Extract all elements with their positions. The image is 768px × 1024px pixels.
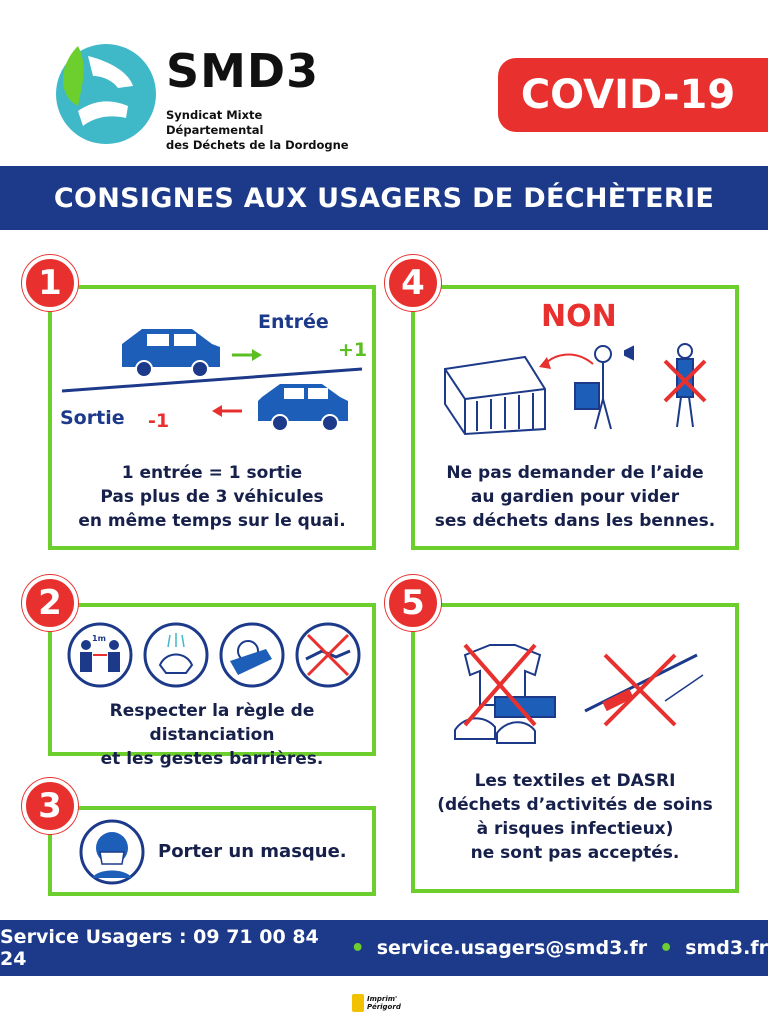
page-title: CONSIGNES AUX USAGERS DE DÉCHÈTERIE (0, 166, 768, 230)
panel-text (415, 461, 735, 533)
handwash-icon (145, 624, 207, 686)
covid-badge: COVID-19 (498, 58, 768, 132)
forbidden-items-illustration (435, 635, 725, 755)
non-label: NON (541, 299, 617, 334)
contact-footer (0, 920, 768, 976)
text-line: ne sont pas acceptés. (470, 843, 680, 863)
mask-icon (78, 818, 146, 886)
text-line: Pas plus de 3 véhicules (100, 487, 324, 507)
step-number-3: 3 (22, 778, 78, 834)
logo-title: SMD3 (166, 44, 320, 98)
text-line: 1 entrée = 1 sortie (121, 463, 303, 483)
step-number-2: 2 (22, 575, 78, 631)
text-line: en même temps sur le quai. (78, 511, 346, 531)
text-line: et les gestes barrières. (100, 749, 324, 769)
step-number-5: 5 (385, 575, 441, 631)
dumpster-icon (445, 357, 545, 434)
phone-text: Service Usagers : 09 71 00 84 24 (0, 926, 319, 970)
printer-logo-text (367, 995, 401, 1011)
panel-text (52, 699, 372, 771)
logo-subtitle (166, 108, 356, 153)
syringe-icon (585, 655, 703, 711)
car-icon (258, 384, 348, 431)
gestures-illustration (66, 621, 366, 691)
panel-mask (48, 806, 376, 896)
text-line: au gardien pour vider (470, 487, 680, 507)
guardian-illustration (415, 339, 735, 449)
separator-dot: • (350, 935, 365, 961)
panel-guardian (411, 285, 739, 550)
smd3-logo (48, 36, 348, 151)
arrow-left-icon (212, 405, 242, 417)
entree-label: Entrée (258, 311, 329, 333)
sortie-label: Sortie (60, 407, 125, 429)
text-line: (déchets d’activités de soins (437, 795, 713, 815)
logo-subtitle-line: Syndicat Mixte Départemental (166, 108, 264, 137)
car-icon (122, 329, 220, 377)
panel-text (52, 461, 372, 533)
text-line: à risques infectieux) (476, 819, 674, 839)
panel-text (158, 840, 347, 864)
distance-label: 1m (92, 634, 106, 643)
logo-hands-icon (48, 36, 158, 146)
distance-icon (69, 624, 131, 686)
panel-vehicles (48, 285, 376, 550)
panel-textiles (411, 603, 739, 893)
text-line: ses déchets dans les bennes. (434, 511, 716, 531)
panel-distancing (48, 603, 376, 769)
no-handshake-icon (297, 624, 359, 686)
step-number-4: 4 (385, 255, 441, 311)
text-line: Respecter la règle de distanciation (109, 701, 315, 745)
plus-one-label: +1 (338, 339, 368, 361)
text-line: Les textiles et DASRI (474, 771, 676, 791)
arrow-right-icon (232, 349, 262, 361)
logo-subtitle-line: des Déchets de la Dordogne (166, 138, 349, 152)
printer-logo (352, 990, 416, 1016)
textile-icon (455, 645, 555, 743)
minus-one-label: -1 (148, 410, 170, 432)
separator-dot: • (659, 935, 674, 961)
panel-text (415, 769, 735, 865)
printer-line: Imprim' (367, 995, 398, 1003)
step-number-1: 1 (22, 255, 78, 311)
text-line: Ne pas demander de l’aide (446, 463, 704, 483)
email-link[interactable]: service.usagers@smd3.fr (376, 937, 648, 959)
elbow-cough-icon (221, 624, 283, 686)
text-line: Porter un masque. (158, 841, 347, 862)
printer-logo-icon (352, 994, 364, 1012)
printer-line: Périgord (367, 1003, 401, 1011)
cross-icon (605, 655, 675, 725)
website-link[interactable]: smd3.fr (685, 937, 768, 959)
